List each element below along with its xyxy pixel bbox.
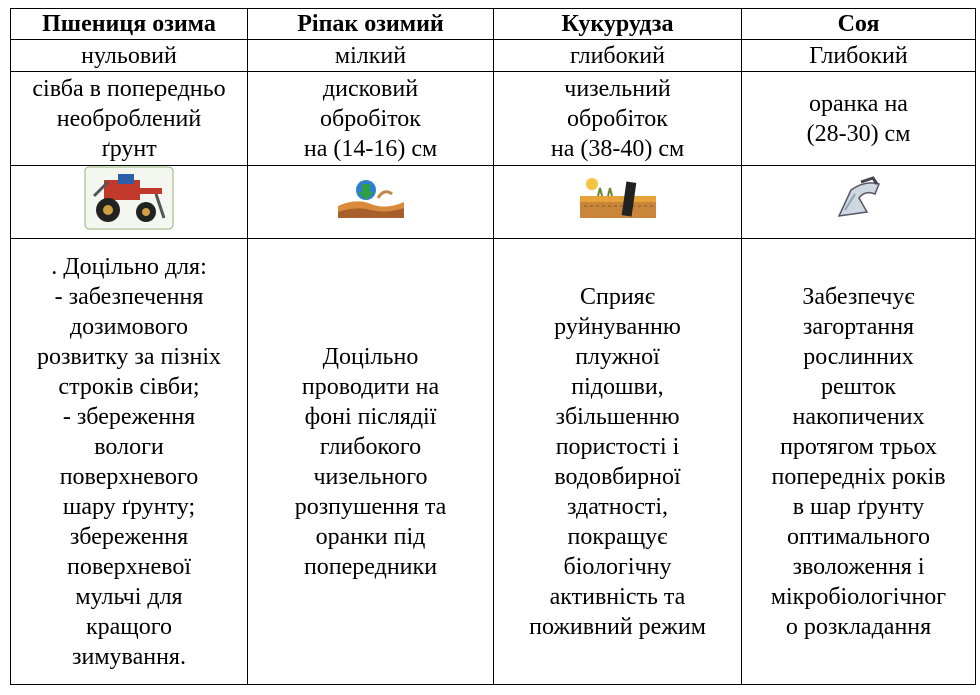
depth-row [11,40,976,72]
plough-icon [831,176,887,228]
tillage-method: оранка на (28-30) см [742,72,976,166]
icon-row [11,166,976,239]
crop-description: Доцільно проводити на фоні післядії глибокого чизельного розпушення та оранки під попередники [248,239,494,685]
tillage-depth: Глибокий [742,40,976,72]
seeder-machine-icon [84,166,174,238]
crop-description: Сприяє руйнуванню плужної підошви, збільшенню пористості і водовбирної здатності, покращує біологічну активність та поживний режим [494,239,742,685]
icon-cell [494,166,742,239]
crop-header: Кукурудза [494,9,742,40]
icon-cell [248,166,494,239]
crop-header: Пшениця озима [11,9,248,40]
tillage-method: чизельний обробіток на (38-40) см [494,72,742,166]
method-row [11,72,976,166]
tillage-method: сівба в попередньо необроблений ґрунт [11,72,248,166]
tillage-table [10,8,976,685]
disc-tillage-icon [336,176,406,228]
icon-cell [11,166,248,239]
crop-header: Соя [742,9,976,40]
crop-description: . Доцільно для: - забезпечення дозимового розвитку за пізніх строків сівби; - збереження вологи поверхневого шару ґрунту; збереження поверхневої мульчі для кращого зимування. [11,239,248,685]
tillage-depth: глибокий [494,40,742,72]
icon-cell [742,166,976,239]
tillage-depth: мілкий [248,40,494,72]
tillage-depth: нульовий [11,40,248,72]
crop-header: Ріпак озимий [248,9,494,40]
header-row [11,9,976,40]
tillage-method: дисковий обробіток на (14-16) см [248,72,494,166]
description-row [11,239,976,685]
crop-description: Забезпечує загортання рослинних решток накопичених протягом трьох попередніх років в шар ґрунту оптимального зволоження і мікробіологічног о розкладання [742,239,976,685]
chisel-tillage-icon [578,176,658,228]
